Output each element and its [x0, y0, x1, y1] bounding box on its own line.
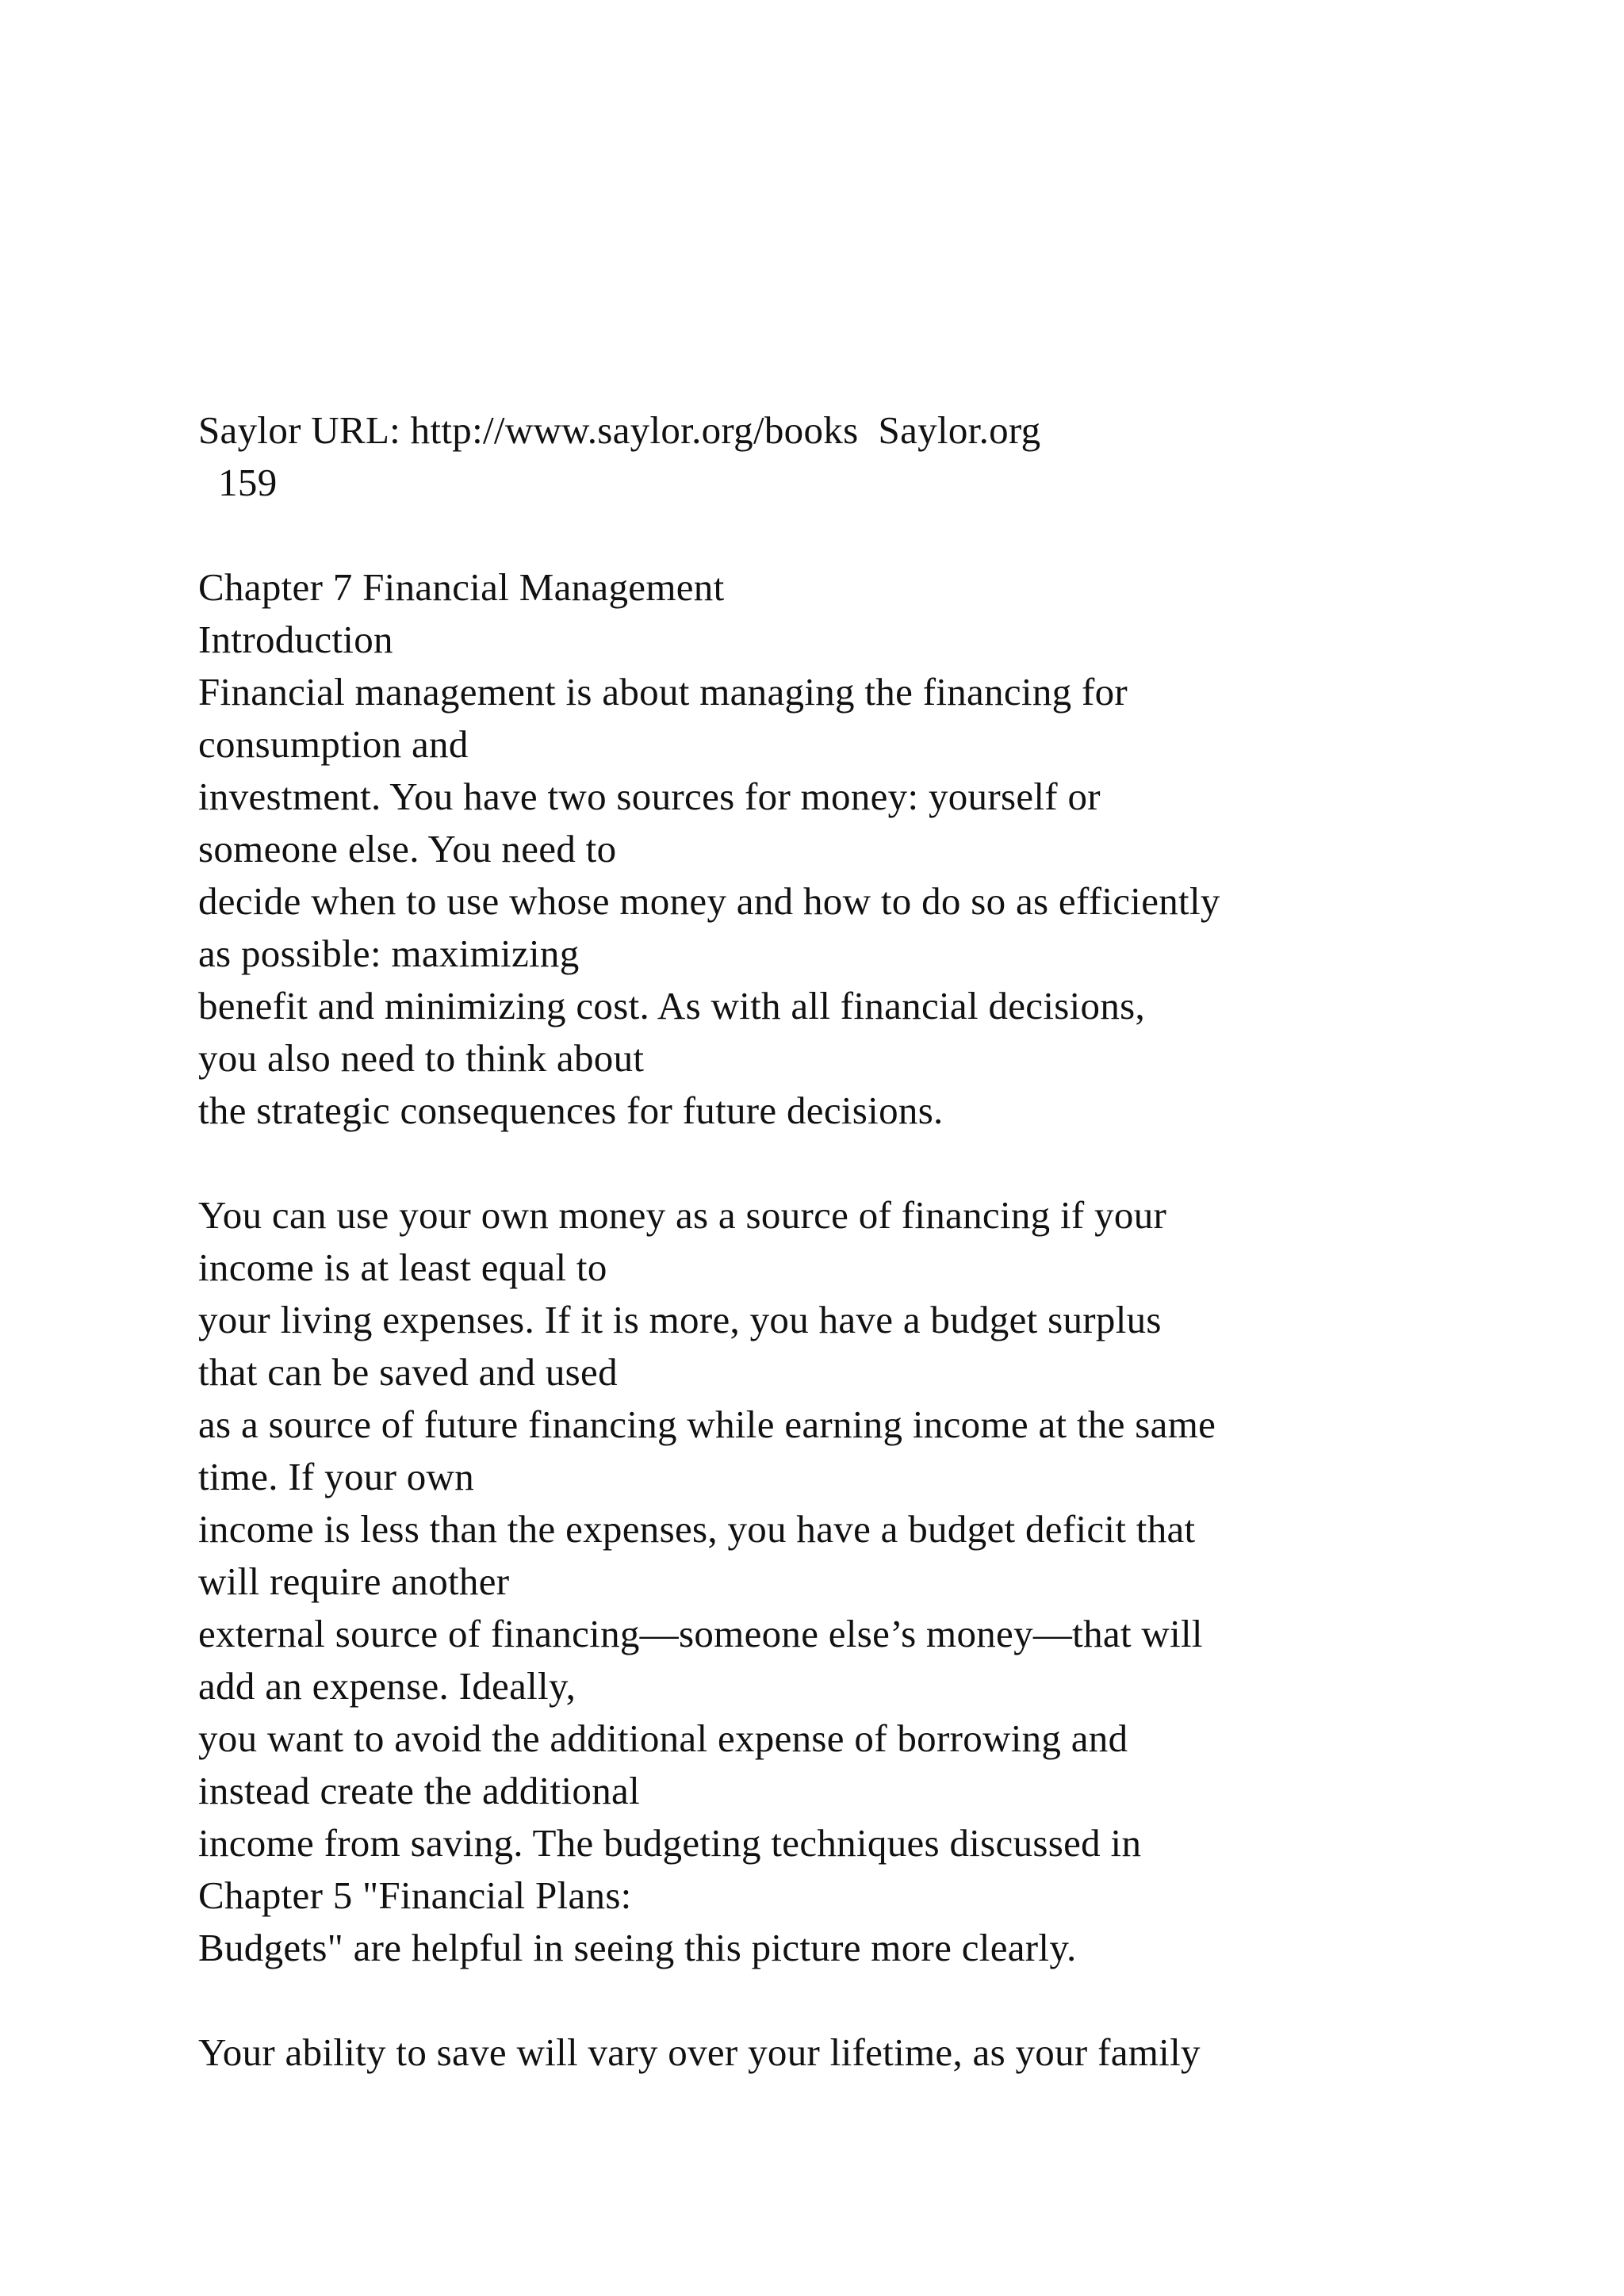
paragraph-line: that can be saved and used: [198, 1350, 618, 1394]
paragraph-line: someone else. You need to: [198, 827, 617, 871]
paragraph-line: benefit and minimizing cost. As with all financial decisions,: [198, 984, 1146, 1027]
paragraph-line: you also need to think about: [198, 1036, 645, 1080]
paragraph-line: as a source of future financing while earning income at the same: [198, 1402, 1216, 1446]
chapter-title: Chapter 7 Financial Management: [198, 565, 725, 609]
paragraph-line: Budgets" are helpful in seeing this picture more clearly.: [198, 1926, 1077, 1969]
paragraph-line: will require another: [198, 1559, 510, 1603]
paragraph-line: external source of financing—someone else’s money—that will: [198, 1612, 1203, 1655]
paragraph-line: as possible: maximizing: [198, 932, 580, 975]
paragraph-line: You can use your own money as a source of financing if your: [198, 1193, 1167, 1237]
paragraph-line: income is at least equal to: [198, 1246, 607, 1289]
paragraph-1: [198, 666, 1594, 1137]
document-text: [198, 404, 1594, 2079]
blank-line: [198, 1137, 1594, 1189]
header-source-line: Saylor URL: http://www.saylor.org/books Saylor.org: [198, 408, 1041, 452]
paragraph-3: [198, 2026, 1594, 2079]
paragraph-line: Your ability to save will vary over your lifetime, as your family: [198, 2030, 1201, 2074]
paragraph-line: the strategic consequences for future decisions.: [198, 1089, 944, 1132]
paragraph-line: add an expense. Ideally,: [198, 1664, 576, 1708]
blank-line: [198, 1974, 1594, 2026]
paragraph-line: time. If your own: [198, 1455, 475, 1498]
paragraph-line: Chapter 5 "Financial Plans:: [198, 1873, 632, 1917]
section-heading: Introduction: [198, 618, 393, 661]
paragraph-line: Financial management is about managing the financing for: [198, 670, 1128, 714]
blank-line: [198, 509, 1594, 561]
paragraph-line: income from saving. The budgeting techniques discussed in: [198, 1821, 1142, 1865]
paragraph-line: income is less than the expenses, you have a budget deficit that: [198, 1507, 1196, 1551]
paragraph-2: [198, 1189, 1594, 1974]
paragraph-line: your living expenses. If it is more, you have a budget surplus: [198, 1298, 1162, 1341]
paragraph-line: instead create the additional: [198, 1769, 640, 1812]
paragraph-line: consumption and: [198, 722, 469, 766]
paragraph-line: decide when to use whose money and how to do so as efficiently: [198, 879, 1220, 923]
paragraph-line: investment. You have two sources for money: yourself or: [198, 775, 1101, 818]
paragraph-line: you want to avoid the additional expense of borrowing and: [198, 1716, 1128, 1760]
page-number: 159: [198, 461, 278, 504]
